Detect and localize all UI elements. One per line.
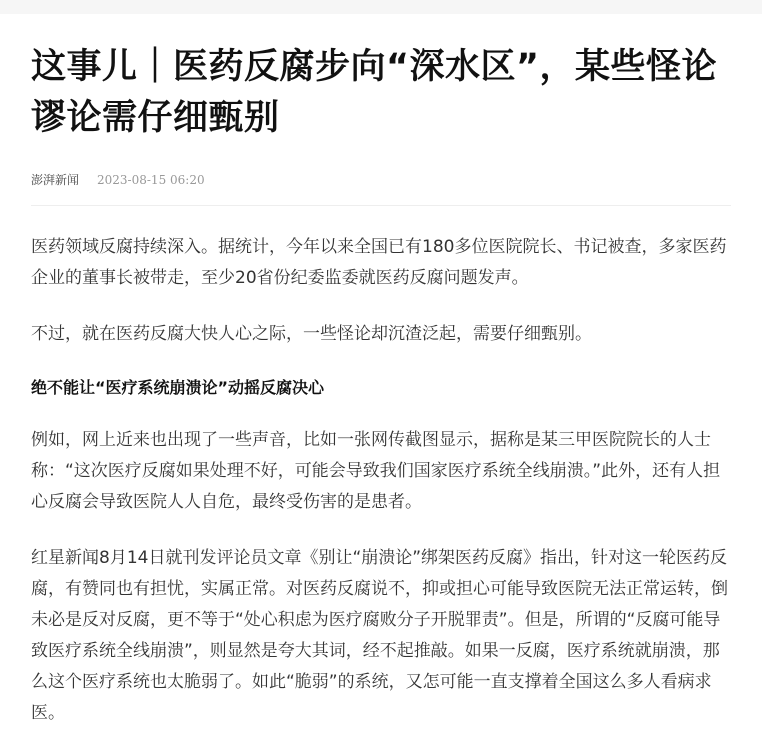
paragraph: 红星新闻8月14日就刊发评论员文章《别让“崩溃论”绑架医药反腐》指出，针对这一轮医药反腐，有赞同也有担忧，实属正常。对医药反腐说不，抑或担心可能导致医院无法正常运转，倒未必是反对反腐，更不等于“处心积虑为医疗腐败分子开脱罪责”。但是，所谓的“反腐可能导致医疗系统全线崩溃”，则显然是夸大其词，经不起推敲。如果一反腐，医疗系统就崩溃，那么这个医疗系统也太脆弱了。如此“脆弱”的系统，又怎可能一直支撑着全国这么多人看病求医。 (31, 548, 728, 723)
section-heading: 绝不能让“医疗系统崩溃论”动摇反腐决心 (31, 378, 325, 397)
divider (31, 205, 731, 206)
article-meta (31, 171, 731, 188)
article-title: 这事儿｜医药反腐步向“深水区”，某些怪论谬论需仔细甄别 (31, 47, 718, 138)
article-body (31, 232, 731, 729)
article (31, 30, 731, 754)
paragraph: 不过，就在医药反腐大快人心之际，一些怪论却沉渣泛起，需要仔细甄别。 (31, 324, 592, 344)
paragraph: 医药领域反腐持续深入。据统计，今年以来全国已有180多位医院院长、书记被查，多家医药企业的董事长被带走，至少20省份纪委监委就医药反腐问题发声。 (31, 237, 727, 288)
publish-time: 2023-08-15 06:20 (97, 172, 205, 187)
top-bar (0, 0, 762, 14)
source-link[interactable]: 澎湃新闻 (31, 173, 80, 187)
paragraph: 例如，网上近来也出现了一些声音，比如一张网传截图显示，据称是某三甲医院院长的人士称：“这次医疗反腐如果处理不好，可能会导致我们国家医疗系统全线崩溃。”此外，还有人担心反腐会导致医院人人自危，最终受伤害的是患者。 (31, 430, 721, 512)
